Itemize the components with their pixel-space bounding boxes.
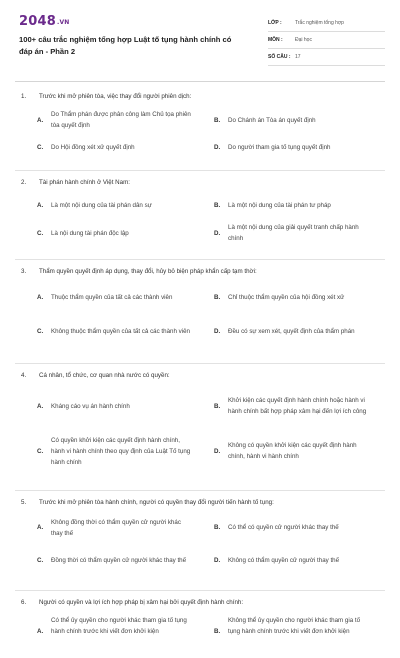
option-letter: B. [214,402,221,410]
document-header [15,12,385,70]
option-letter: B. [214,116,221,124]
answer-option-b[interactable] [214,384,385,428]
document-meta-table [268,15,385,66]
option-text: Do Hội đồng xét xử quyết định [51,143,135,151]
option-letter: C. [37,229,44,237]
option-text: Không đồng thời có thẩm quyền cử người khác thay thế [51,518,181,537]
option-text: Là một nội dung của tài phán dân sự [51,201,152,209]
option-letter: C. [37,327,44,335]
meta-row-subject [268,32,385,49]
option-letter: A. [37,293,44,301]
question-text: Trước khi mở phiên tòa, việc thay đổi người phiên dịch: [39,93,192,100]
option-text: Thuộc thẩm quyền của tất cả các thành viên [51,293,173,301]
option-grid [15,384,385,474]
question-item [15,178,385,260]
meta-value: Trắc nghiệm tổng hợp [295,20,344,26]
meta-row-count [268,49,385,66]
option-letter: A. [37,402,44,410]
answer-option-b[interactable] [214,280,385,314]
question-stem [15,267,385,277]
question-item [15,498,385,591]
option-letter: C. [37,143,44,151]
option-grid [15,106,385,160]
question-item [15,598,385,658]
option-grid [15,192,385,248]
meta-value: Đại học [295,37,312,43]
option-text: Có thể có quyền cử người khác thay thế [228,524,339,531]
meta-row-class [268,15,385,32]
answer-option-c[interactable] [37,544,208,577]
option-text: Đồng thời có thẩm quyền cử người khác thay thế [51,557,187,564]
option-text: Là một nội dung của giải quyết tranh chấp hành chính [228,224,359,242]
option-letter: A. [37,116,44,124]
question-stem [15,178,385,188]
answer-option-b[interactable] [214,615,385,645]
option-text: Là nội dung tài phán độc lập [51,229,129,237]
option-text: Đều có sự xem xét, quyết định của thẩm phán [228,327,355,335]
question-number: 1. [21,93,27,100]
option-letter: C. [37,557,44,564]
option-letter: C. [37,447,44,455]
option-letter: D. [214,447,221,455]
option-letter: D. [214,327,221,335]
answer-option-a[interactable] [37,511,208,544]
question-text: Thẩm quyền quyết định áp dụng, thay đổi, hủy bỏ biện pháp khẩn cấp tạm thời: [39,268,257,275]
option-text: Do người tham gia tố tụng quyết định [228,143,331,151]
option-text: Do Thẩm phán được phân công làm Chủ tọa phiên tòa quyết định [51,111,191,129]
question-text: Trước khi mở phiên tòa hành chính, người có quyền thay đổi người tiến hành tố tụng: [39,499,274,506]
meta-value: 17 [295,54,301,60]
question-number: 2. [21,179,27,186]
option-text: Chỉ thuộc thẩm quyền của hội đồng xét xử [228,293,345,301]
option-text: Kháng cáo vụ án hành chính [51,402,130,410]
answer-option-a[interactable] [37,192,208,218]
meta-label: LỚP : [268,20,282,26]
meta-label: SỐ CÂU : [268,54,291,60]
logo-text: 2048 [19,14,56,29]
question-stem [15,371,385,381]
question-text: Tài phán hành chính ở Việt Nam: [39,179,130,186]
option-text: Không thuộc thẩm quyền của tất cả các thành viên [51,327,190,335]
answer-option-c[interactable] [37,134,208,160]
option-text: Có quyền khởi kiện các quyết định hành chính, hành vi hành chính theo quy định của Luật Tố tụng hành chính [51,436,191,466]
logo-suffix: .VN [56,19,70,26]
question-list [15,92,385,658]
option-text: Không có quyền khởi kiện các quyết định hành chính, hành vi hành chính [228,442,357,460]
meta-label: MÔN : [268,37,283,43]
option-letter: D. [214,229,221,237]
answer-option-d[interactable] [214,544,385,577]
question-text: Người có quyền và lợi ích hợp pháp bị xâm hại bởi quyết định hành chính: [39,599,244,606]
option-letter: A. [37,201,44,209]
answer-option-d[interactable] [214,134,385,160]
option-letter: B. [214,293,221,301]
question-number: 3. [21,268,27,275]
answer-option-c[interactable] [37,218,208,248]
answer-option-c[interactable] [37,314,208,348]
answer-option-b[interactable] [214,192,385,218]
question-stem [15,598,385,608]
question-item [15,92,385,171]
option-letter: B. [214,628,221,635]
question-number: 5. [21,499,27,506]
option-text: Khởi kiện các quyết định hành chính hoặc hành vi hành chính bất hợp pháp xâm hại đến lợi ích công [228,397,367,415]
header-divider [15,81,385,82]
question-stem [15,498,385,508]
option-letter: B. [214,524,221,531]
option-text: Không thể ủy quyền cho người khác tham gia tố tụng hành chính trước khi viết đơn khởi kiện [228,617,361,635]
question-stem [15,92,385,102]
question-text: Cá nhân, tổ chức, cơ quan nhà nước có quyền: [39,372,170,379]
answer-option-b[interactable] [214,106,385,134]
answer-option-a[interactable] [37,280,208,314]
question-item [15,267,385,364]
answer-option-a[interactable] [37,615,208,645]
option-text: Có thể ủy quyền cho người khác tham gia tố tụng hành chính trước khi viết đơn khởi kiện [51,617,187,635]
question-number: 6. [21,599,27,606]
option-text: Là một nội dung của tài phán tư pháp [228,201,331,209]
option-letter: A. [37,628,44,635]
answer-option-d[interactable] [214,314,385,348]
option-text: Do Chánh án Tòa án quyết định [228,116,316,124]
answer-option-a[interactable] [37,384,208,428]
option-grid [15,615,385,645]
answer-option-b[interactable] [214,511,385,544]
option-letter: D. [214,143,221,151]
option-grid [15,280,385,348]
site-logo[interactable] [19,14,70,29]
answer-option-d[interactable] [214,428,385,474]
document-page [15,12,385,635]
option-letter: B. [214,201,221,209]
answer-option-c[interactable] [37,428,208,474]
option-grid [15,511,385,577]
option-letter: A. [37,524,44,531]
document-title: 100+ câu trắc nghiệm tổng hợp Luật tố tụng hành chính có đáp án - Phần 2 [19,35,232,56]
option-letter: D. [214,557,221,564]
answer-option-a[interactable] [37,106,208,134]
answer-option-d[interactable] [214,218,385,248]
question-item [15,371,385,491]
option-text: Không có thẩm quyền cử người thay thế [228,557,340,564]
question-number: 4. [21,372,27,379]
